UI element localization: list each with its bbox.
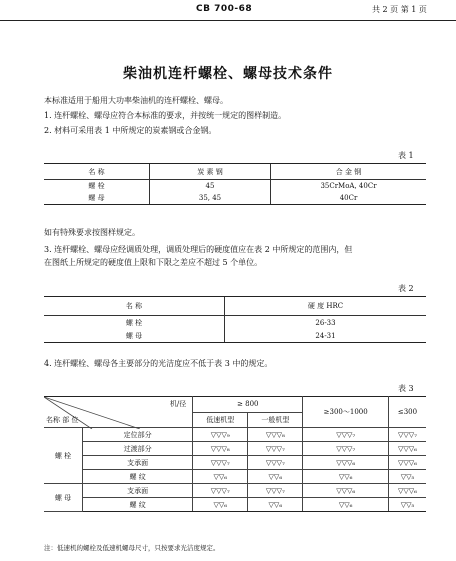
corner-top-label: 机/径 (169, 400, 187, 408)
table-cell: ▽▽▽₆ (388, 442, 426, 456)
table-cell: 过渡部分 (83, 442, 193, 456)
table-header-cell: ≥ 800 (193, 397, 303, 413)
table-cell: ▽▽▽₆ (388, 456, 426, 470)
table2-label: 表 2 (398, 284, 414, 293)
table-cell: ▽▽▽₇ (248, 442, 303, 456)
table-header-row (44, 397, 426, 413)
table-header-cell: 炭 素 钢 (150, 164, 271, 180)
table-cell: ▽▽▽₆ (303, 456, 389, 470)
table-cell: ▽▽▽₇ (248, 484, 303, 498)
clause-1: 1. 连杆螺栓、螺母应符合本标准的要求，并按统一规定的图样制造。 (44, 111, 287, 120)
table-row (44, 329, 426, 343)
table-group-cell: 螺 栓 (44, 428, 83, 484)
table-cell: ▽▽▽₇ (303, 428, 389, 442)
table-cell: ▽▽▽₈ (193, 442, 248, 456)
table-row (44, 180, 426, 193)
special-requirement-note: 如有特殊要求按图样规定。 (44, 228, 140, 237)
clause-3-line2: 在图纸上所规定的硬度值上限和下限之差应不超过 5 个单位。 (44, 258, 263, 267)
table-row (44, 442, 426, 456)
table-header-cell: 名 称 (44, 164, 150, 180)
table-header-cell: 硬 度 HRC (225, 297, 427, 316)
table-cell: ▽▽▽₇ (388, 428, 426, 442)
table-cell: 螺 母 (44, 329, 225, 343)
table-cell: 24-31 (225, 329, 427, 343)
table-cell: 35CrMoA, 40Cr (271, 180, 427, 193)
table-cell: 支承面 (83, 456, 193, 470)
table-cell: ▽▽▽₇ (193, 484, 248, 498)
table-cell: 40Cr (271, 192, 427, 205)
clause-4: 4. 连杆螺栓、螺母各主要部分的光洁度应不低于表 3 中的规定。 (44, 359, 273, 368)
table3-surface-finish (44, 396, 426, 512)
table-cell: ▽▽₆ (303, 498, 389, 512)
corner-bottom-label: 名称 部 位 (46, 416, 79, 424)
scope-paragraph: 本标准适用于船用大功率柴油机的连杆螺栓、螺母。 (44, 96, 228, 105)
table-cell: 定位部分 (83, 428, 193, 442)
table-cell: 35, 45 (150, 192, 271, 205)
table-header-row (44, 164, 426, 180)
clause-3-line1: 3. 连杆螺栓、螺母应经调质处理，调质处理后的硬度值应在表 2 中所规定的范围内，但 (44, 245, 353, 254)
table-header-cell: 一般机型 (248, 412, 303, 428)
table-row (44, 192, 426, 205)
table-cell: ▽▽▽₉ (193, 428, 248, 442)
standard-number: CB 700-68 (196, 4, 253, 14)
table-cell: 螺 纹 (83, 470, 193, 484)
page-info: 共 2 页 第 1 页 (372, 5, 427, 14)
table-cell: ▽▽▽₈ (248, 428, 303, 442)
table-cell: ▽▽₆ (193, 470, 248, 484)
table-cell: ▽▽₆ (193, 498, 248, 512)
table-header-row (44, 297, 426, 316)
table-cell: ▽▽▽₆ (388, 484, 426, 498)
table-row (44, 316, 426, 330)
table-cell: ▽▽₆ (248, 498, 303, 512)
table-header-cell: 名 称 (44, 297, 225, 316)
page-header (0, 0, 456, 21)
table-group-cell: 螺 母 (44, 484, 83, 512)
table3-footnote: 注：低速机的螺栓及低速机螺母尺寸，只按要求光洁度规定。 (44, 544, 220, 552)
table-cell: ▽▽▽₇ (303, 442, 389, 456)
table-header-cell: ≤300 (388, 397, 426, 428)
table-cell: ▽▽▽₇ (248, 456, 303, 470)
document-title: 柴油机连杆螺栓、螺母技术条件 (123, 66, 333, 82)
table-row (44, 484, 426, 498)
table1-label: 表 1 (398, 151, 414, 160)
table-cell: 支承面 (83, 484, 193, 498)
table-corner-cell (44, 397, 193, 428)
table3-label: 表 3 (398, 384, 414, 393)
clause-2: 2. 材料可采用表 1 中所规定的炭素钢或合金钢。 (44, 126, 217, 135)
table1-materials (44, 163, 426, 205)
table-cell: 45 (150, 180, 271, 193)
table-header-cell: 合 金 钢 (271, 164, 427, 180)
table-header-cell: ≥300～1000 (303, 397, 389, 428)
table-cell: 螺 栓 (88, 182, 105, 190)
table-header-cell: 低速机型 (193, 412, 248, 428)
table2-hardness (44, 296, 426, 343)
table-cell: 螺 母 (44, 192, 150, 205)
table-cell: ▽▽₅ (388, 498, 426, 512)
table-cell: ▽▽₆ (248, 470, 303, 484)
table-cell: 26-33 (225, 316, 427, 330)
table-cell: ▽▽₅ (388, 470, 426, 484)
table-cell: ▽▽₆ (303, 470, 389, 484)
table-row (44, 428, 426, 442)
table-row (44, 498, 426, 512)
table-row (44, 456, 426, 470)
table-cell: 螺 栓 (125, 318, 143, 327)
table-cell: ▽▽▽₇ (193, 456, 248, 470)
table-row (44, 470, 426, 484)
table-cell: ▽▽▽₆ (303, 484, 389, 498)
table-cell: 螺 纹 (83, 498, 193, 512)
